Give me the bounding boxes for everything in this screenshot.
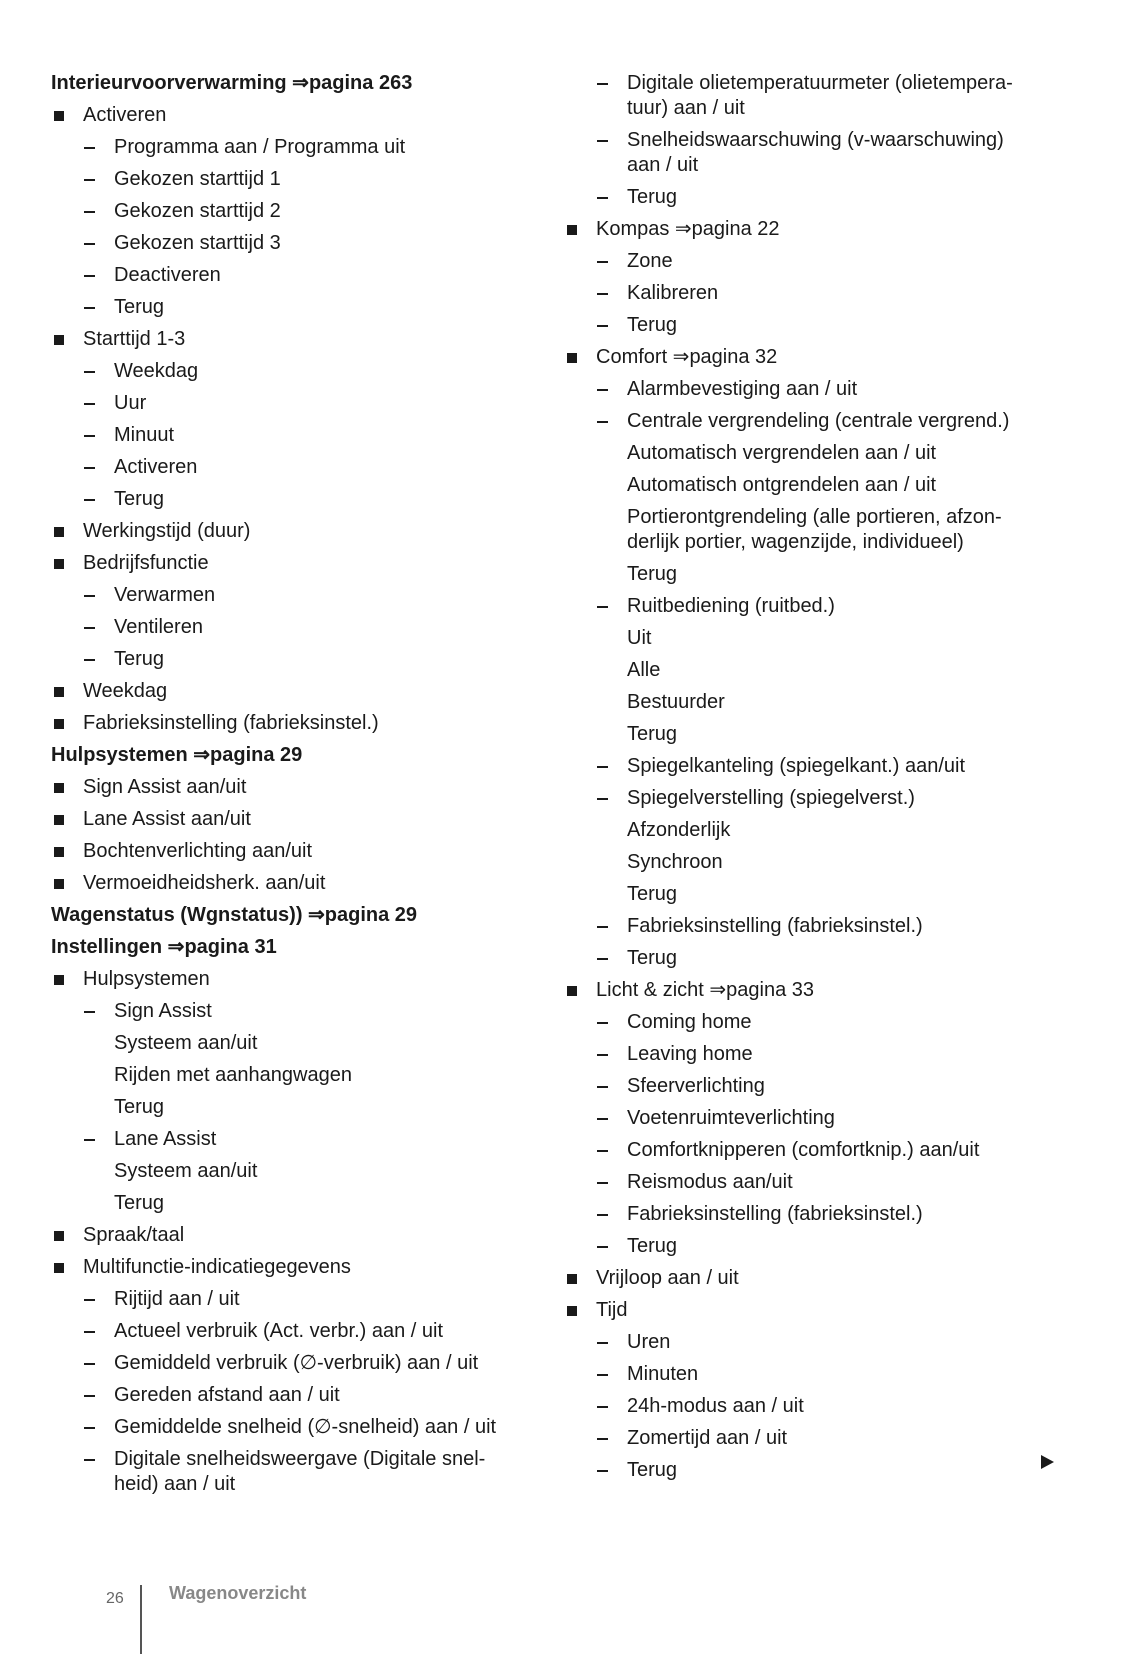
item-text: Bochtenverlichting aan/uit	[83, 840, 313, 862]
square-bullet-icon	[567, 1306, 577, 1316]
menu-item-level2	[564, 278, 1064, 310]
menu-item-level2	[51, 1412, 571, 1444]
dash-bullet-icon	[84, 659, 95, 661]
item-text: Systeem aan/uit	[114, 1160, 258, 1182]
item-text: Uur	[114, 392, 147, 414]
menu-item-level2	[51, 484, 571, 516]
menu-item-level2	[51, 1124, 571, 1156]
item-text: Leaving home	[627, 1043, 753, 1065]
item-text: Deactiveren	[114, 264, 221, 286]
menu-item-level2	[51, 164, 571, 196]
dash-bullet-icon	[84, 499, 95, 501]
square-bullet-icon	[54, 111, 64, 121]
item-text: Spiegelverstelling (spiegelverst.)	[627, 787, 915, 809]
menu-item-level2	[51, 452, 571, 484]
dash-bullet-icon	[84, 1331, 95, 1333]
dash-bullet-icon	[84, 307, 95, 309]
menu-item-level3	[564, 438, 1064, 470]
item-text: Systeem aan/uit	[114, 1032, 258, 1054]
menu-item-level2	[564, 1199, 1064, 1231]
item-text: Uren	[627, 1331, 671, 1353]
item-text: Gemiddeld verbruik (∅-verbruik) aan / uit	[114, 1352, 479, 1374]
item-text: Vermoeidheidsherk. aan/uit	[83, 872, 326, 894]
item-text: Activeren	[83, 104, 167, 126]
menu-item-level3	[564, 623, 1064, 655]
item-text: Synchroon	[627, 851, 723, 873]
section-heading	[51, 900, 571, 932]
menu-item-level2	[564, 1231, 1064, 1263]
menu-item-level1	[564, 1295, 1064, 1327]
menu-item-level2	[564, 310, 1064, 342]
menu-item-level2	[51, 356, 571, 388]
item-text: Automatisch ontgrendelen aan / uit	[627, 474, 937, 496]
dash-bullet-icon	[84, 179, 95, 181]
menu-item-level1	[51, 676, 571, 708]
square-bullet-icon	[54, 335, 64, 345]
menu-item-level1	[51, 964, 571, 996]
item-text: Automatisch vergrendelen aan / uit	[627, 442, 937, 464]
item-text: Voetenruimteverlichting	[627, 1107, 835, 1129]
dash-bullet-icon	[597, 1086, 608, 1088]
menu-item-level2	[51, 996, 571, 1028]
item-text: Verwarmen	[114, 584, 216, 606]
menu-item-level2	[564, 1103, 1064, 1135]
item-text-line: Digitale olietemperatuurmeter (olietempera-	[627, 72, 1013, 94]
item-text: Tijd	[596, 1299, 628, 1321]
item-text: Coming home	[627, 1011, 752, 1033]
item-text: Bestuurder	[627, 691, 725, 713]
dash-bullet-icon	[84, 403, 95, 405]
menu-item-level2	[51, 388, 571, 420]
menu-item-level2	[51, 228, 571, 260]
item-text-line: Portierontgrendeling (alle portieren, afzon-	[627, 506, 1002, 528]
item-text: Kompas ⇒pagina 22	[596, 218, 780, 240]
menu-item-level1	[51, 100, 571, 132]
dash-bullet-icon	[597, 421, 608, 423]
item-text: Terug	[627, 563, 678, 585]
menu-item-level1	[51, 548, 571, 580]
item-text-line: derlijk portier, wagenzijde, individueel)	[627, 531, 964, 553]
menu-item-level2	[564, 1359, 1064, 1391]
menu-item-level2	[564, 1391, 1064, 1423]
square-bullet-icon	[54, 527, 64, 537]
menu-item-level1	[51, 836, 571, 868]
dash-bullet-icon	[597, 140, 608, 142]
page-number: 26	[106, 1590, 124, 1607]
item-text: Ruitbediening (ruitbed.)	[627, 595, 835, 617]
dash-bullet-icon	[597, 1470, 608, 1472]
menu-item-level3	[51, 1060, 571, 1092]
menu-item-level3	[564, 559, 1064, 591]
dash-bullet-icon	[597, 1214, 608, 1216]
dash-bullet-icon	[84, 1395, 95, 1397]
square-bullet-icon	[54, 559, 64, 569]
square-bullet-icon	[54, 783, 64, 793]
menu-item-level1	[51, 868, 571, 900]
dash-bullet-icon	[84, 1139, 95, 1141]
item-text: Weekdag	[83, 680, 168, 702]
dash-bullet-icon	[597, 1246, 608, 1248]
square-bullet-icon	[54, 847, 64, 857]
menu-item-level2	[564, 911, 1064, 943]
item-text: Terug	[114, 488, 165, 510]
menu-item-level2	[51, 1284, 571, 1316]
menu-item-level3	[564, 879, 1064, 911]
item-text: Lane Assist	[114, 1128, 217, 1150]
square-bullet-icon	[54, 879, 64, 889]
dash-bullet-icon	[597, 389, 608, 391]
item-text: Multifunctie-indicatiegegevens	[83, 1256, 351, 1278]
menu-item-level3	[51, 1092, 571, 1124]
dash-bullet-icon	[597, 1374, 608, 1376]
dash-bullet-icon	[597, 1118, 608, 1120]
dash-bullet-icon	[84, 1427, 95, 1429]
dash-bullet-icon	[597, 261, 608, 263]
menu-item-level2	[51, 580, 571, 612]
item-text: Instellingen ⇒pagina 31	[51, 936, 277, 958]
dash-bullet-icon	[597, 766, 608, 768]
item-text: Zone	[627, 250, 673, 272]
square-bullet-icon	[54, 975, 64, 985]
item-text: Terug	[114, 648, 165, 670]
item-text: Bedrijfsfunctie	[83, 552, 209, 574]
item-text: Fabrieksinstelling (fabrieksinstel.)	[627, 915, 923, 937]
item-text: Minuten	[627, 1363, 699, 1385]
dash-bullet-icon	[597, 1438, 608, 1440]
square-bullet-icon	[567, 1274, 577, 1284]
dash-bullet-icon	[84, 1363, 95, 1365]
item-text-line: tuur) aan / uit	[627, 97, 745, 119]
menu-item-level2	[51, 1348, 571, 1380]
menu-item-level2	[51, 644, 571, 676]
menu-item-level3	[564, 847, 1064, 879]
section-heading	[51, 932, 571, 964]
menu-item-level2	[51, 292, 571, 324]
menu-item-level2	[564, 783, 1064, 815]
dash-bullet-icon	[597, 1406, 608, 1408]
menu-item-level2	[564, 943, 1064, 975]
dash-bullet-icon	[597, 606, 608, 608]
item-text: Hulpsystemen ⇒pagina 29	[51, 744, 303, 766]
footer-divider	[140, 1585, 142, 1654]
item-text: Gekozen starttijd 3	[114, 232, 281, 254]
section-heading	[51, 68, 571, 100]
item-text: Comfortknipperen (comfortknip.) aan/uit	[627, 1139, 980, 1161]
square-bullet-icon	[54, 1231, 64, 1241]
dash-bullet-icon	[84, 243, 95, 245]
item-text: Wagenstatus (Wgnstatus)) ⇒pagina 29	[51, 904, 418, 926]
menu-item-level1	[564, 214, 1064, 246]
item-text: Gereden afstand aan / uit	[114, 1384, 340, 1406]
menu-item-level1	[51, 324, 571, 356]
item-text: Sign Assist	[114, 1000, 212, 1022]
item-text: Gemiddelde snelheid (∅-snelheid) aan / uit	[114, 1416, 497, 1438]
menu-item-level3	[564, 719, 1064, 751]
item-text: Uit	[627, 627, 652, 649]
menu-item-level2	[564, 1423, 1064, 1455]
menu-item-level3	[564, 815, 1064, 847]
item-text: Terug	[627, 1235, 678, 1257]
dash-bullet-icon	[597, 1022, 608, 1024]
menu-item-level2	[564, 1135, 1064, 1167]
menu-item-level2	[564, 374, 1064, 406]
item-text: Alle	[627, 659, 661, 681]
square-bullet-icon	[567, 225, 577, 235]
item-text: Afzonderlijk	[627, 819, 731, 841]
item-text: Licht & zicht ⇒pagina 33	[596, 979, 814, 1001]
square-bullet-icon	[54, 1263, 64, 1273]
item-text: Terug	[627, 314, 678, 336]
item-text: Programma aan / Programma uit	[114, 136, 406, 158]
dash-bullet-icon	[84, 1299, 95, 1301]
dash-bullet-icon	[597, 325, 608, 327]
dash-bullet-icon	[84, 435, 95, 437]
menu-item-level3	[564, 470, 1064, 502]
menu-item-level2	[564, 1327, 1064, 1359]
menu-item-level1	[51, 772, 571, 804]
menu-item-level2	[564, 1007, 1064, 1039]
menu-item-level1	[564, 1263, 1064, 1295]
item-text: Starttijd 1-3	[83, 328, 186, 350]
menu-item-level2	[51, 260, 571, 292]
dash-bullet-icon	[597, 1342, 608, 1344]
menu-item-level2	[51, 612, 571, 644]
dash-bullet-icon	[84, 1459, 95, 1461]
dash-bullet-icon	[597, 1182, 608, 1184]
item-text: Rijtijd aan / uit	[114, 1288, 240, 1310]
item-text: Terug	[627, 1459, 678, 1481]
square-bullet-icon	[54, 719, 64, 729]
item-text: Comfort ⇒pagina 32	[596, 346, 778, 368]
item-text: Minuut	[114, 424, 175, 446]
menu-item-level2	[51, 132, 571, 164]
item-text: Interieurvoorverwarming ⇒pagina 263	[51, 72, 413, 94]
item-text: Actueel verbruik (Act. verbr.) aan / uit	[114, 1320, 444, 1342]
menu-item-level2	[51, 1380, 571, 1412]
item-text: Lane Assist aan/uit	[83, 808, 251, 830]
menu-item-level3	[51, 1028, 571, 1060]
menu-item-level1	[51, 804, 571, 836]
item-text: Terug	[627, 947, 678, 969]
dash-bullet-icon	[84, 1011, 95, 1013]
item-text: Terug	[627, 186, 678, 208]
item-text: Spiegelkanteling (spiegelkant.) aan/uit	[627, 755, 965, 777]
item-text: Zomertijd aan / uit	[627, 1427, 788, 1449]
item-text: Fabrieksinstelling (fabrieksinstel.)	[627, 1203, 923, 1225]
menu-item-level2	[564, 1039, 1064, 1071]
section-heading	[51, 740, 571, 772]
item-text: Terug	[627, 883, 678, 905]
item-text: Gekozen starttijd 2	[114, 200, 281, 222]
right-column	[564, 68, 1064, 1487]
dash-bullet-icon	[84, 211, 95, 213]
item-text: 24h-modus aan / uit	[627, 1395, 804, 1417]
menu-item-level2	[564, 1071, 1064, 1103]
item-text: Fabrieksinstelling (fabrieksinstel.)	[83, 712, 379, 734]
menu-item-level2	[51, 1316, 571, 1348]
square-bullet-icon	[567, 986, 577, 996]
dash-bullet-icon	[597, 83, 608, 85]
item-text-line: Snelheidswaarschuwing (v-waarschuwing)	[627, 129, 1004, 151]
item-text: Ventileren	[114, 616, 203, 638]
menu-item-level2	[564, 1455, 1064, 1487]
item-text: Alarmbevestiging aan / uit	[627, 378, 858, 400]
dash-bullet-icon	[84, 371, 95, 373]
menu-item-level2	[564, 68, 1064, 125]
square-bullet-icon	[567, 353, 577, 363]
dash-bullet-icon	[597, 926, 608, 928]
menu-item-level1	[564, 342, 1064, 374]
menu-item-level2	[564, 406, 1064, 438]
item-text: Kalibreren	[627, 282, 719, 304]
menu-item-level1	[51, 516, 571, 548]
menu-item-level2	[51, 1444, 571, 1501]
dash-bullet-icon	[597, 1054, 608, 1056]
dash-bullet-icon	[84, 467, 95, 469]
menu-item-level2	[564, 1167, 1064, 1199]
item-text: Reismodus aan/uit	[627, 1171, 793, 1193]
item-text-line: heid) aan / uit	[114, 1473, 236, 1495]
item-text: Gekozen starttijd 1	[114, 168, 281, 190]
menu-item-level1	[51, 1252, 571, 1284]
menu-item-level2	[564, 182, 1064, 214]
item-text: Weekdag	[114, 360, 199, 382]
item-text: Sfeerverlichting	[627, 1075, 765, 1097]
menu-item-level1	[564, 975, 1064, 1007]
item-text: Werkingstijd (duur)	[83, 520, 251, 542]
menu-item-level2	[51, 420, 571, 452]
item-text-line: Digitale snelheidsweergave (Digitale snel-	[114, 1448, 486, 1470]
dash-bullet-icon	[84, 147, 95, 149]
dash-bullet-icon	[84, 627, 95, 629]
dash-bullet-icon	[597, 798, 608, 800]
item-text: Centrale vergrendeling (centrale vergrend.)	[627, 410, 1010, 432]
item-text: Hulpsystemen	[83, 968, 210, 990]
section-title: Wagenoverzicht	[169, 1583, 307, 1603]
square-bullet-icon	[54, 687, 64, 697]
left-column	[51, 68, 571, 1501]
item-text: Sign Assist aan/uit	[83, 776, 247, 798]
triangle-right-icon	[1041, 1455, 1054, 1469]
dash-bullet-icon	[597, 958, 608, 960]
item-text: Rijden met aanhangwagen	[114, 1064, 352, 1086]
menu-item-level1	[51, 708, 571, 740]
menu-item-level2	[564, 246, 1064, 278]
dash-bullet-icon	[84, 595, 95, 597]
item-text-line: aan / uit	[627, 154, 699, 176]
menu-item-level2	[51, 196, 571, 228]
item-text: Terug	[627, 723, 678, 745]
menu-item-level2	[564, 751, 1064, 783]
item-text: Terug	[114, 1096, 165, 1118]
square-bullet-icon	[54, 815, 64, 825]
dash-bullet-icon	[597, 1150, 608, 1152]
item-text: Terug	[114, 1192, 165, 1214]
menu-item-level3	[564, 687, 1064, 719]
menu-item-level3	[51, 1156, 571, 1188]
menu-item-level3	[51, 1188, 571, 1220]
menu-item-level3	[564, 655, 1064, 687]
menu-item-level3	[564, 502, 1064, 559]
menu-item-level2	[564, 125, 1064, 182]
item-text: Spraak/taal	[83, 1224, 185, 1246]
dash-bullet-icon	[597, 293, 608, 295]
dash-bullet-icon	[84, 275, 95, 277]
item-text: Terug	[114, 296, 165, 318]
item-text: Vrijloop aan / uit	[596, 1267, 739, 1289]
item-text: Activeren	[114, 456, 198, 478]
dash-bullet-icon	[597, 197, 608, 199]
menu-item-level1	[51, 1220, 571, 1252]
menu-item-level2	[564, 591, 1064, 623]
